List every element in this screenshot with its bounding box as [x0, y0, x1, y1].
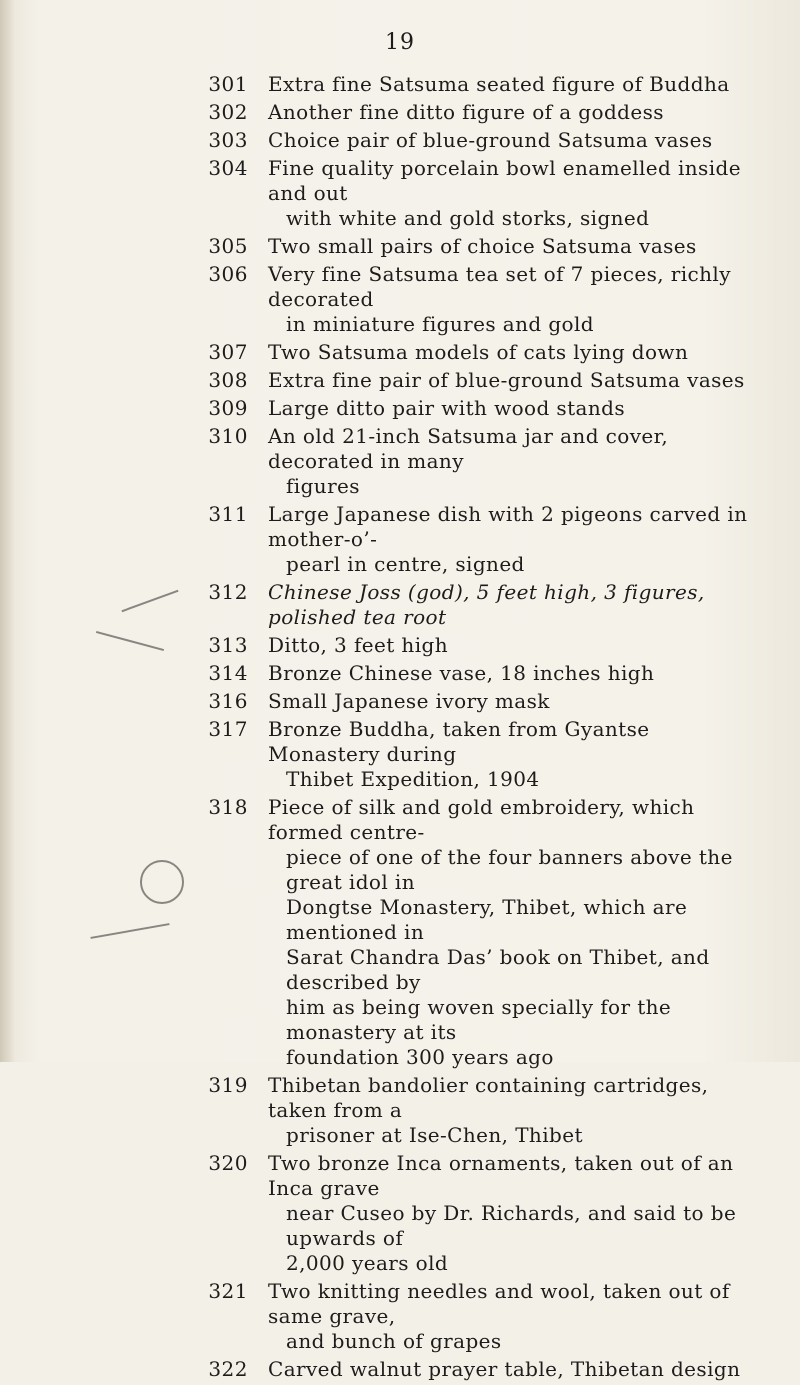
lot-entry — [0, 689, 800, 714]
lot-description-line: Piece of silk and gold embroidery, which formed centre- — [268, 795, 695, 844]
lot-number: 320 — [208, 1151, 248, 1175]
lot-entry — [0, 262, 800, 337]
lot-description-line: An old 21-inch Satsuma jar and cover, decorated in many — [268, 424, 669, 473]
lot-description — [268, 1279, 768, 1354]
lot-number: 303 — [208, 128, 248, 152]
lot-description-line: piece of one of the four banners above the great idol in — [286, 845, 733, 894]
lot-description — [268, 1357, 768, 1382]
lot-description — [268, 689, 768, 714]
lot-description-line: Two small pairs of choice Satsuma vases — [268, 234, 697, 258]
lot-description-line: in miniature figures and gold — [286, 312, 594, 336]
lot-description — [268, 396, 768, 421]
lot-number: 308 — [208, 368, 248, 392]
lot-description — [268, 424, 768, 499]
lot-description-line: figures — [286, 474, 360, 498]
lot-description — [268, 1151, 768, 1276]
lot-description-line: Two Satsuma models of cats lying down — [268, 340, 689, 364]
lot-description-line: Sarat Chandra Das’ book on Thibet, and described by — [286, 945, 710, 994]
lot-description-line: Carved walnut prayer table, Thibetan design — [268, 1357, 741, 1381]
lot-entry — [0, 396, 800, 421]
lot-number: 312 — [208, 580, 248, 604]
lot-entry — [0, 717, 800, 792]
lot-description — [268, 368, 768, 393]
lot-description-line: him as being woven specially for the monastery at its — [286, 995, 672, 1044]
lot-entry — [0, 72, 800, 97]
lot-description-line: Extra fine pair of blue-ground Satsuma vases — [268, 368, 745, 392]
lot-description-line: prisoner at Ise-Chen, Thibet — [286, 1123, 583, 1147]
lot-description — [268, 1073, 768, 1148]
lot-entry — [0, 156, 800, 231]
lot-description-line: Large Japanese dish with 2 pigeons carved in mother-o’- — [268, 502, 748, 551]
lot-number: 301 — [208, 72, 248, 96]
lot-description — [268, 340, 768, 365]
lot-entry — [0, 502, 800, 577]
lot-description-line: with white and gold storks, signed — [286, 206, 650, 230]
lot-description — [268, 100, 768, 125]
lot-description-line: Another fine ditto figure of a goddess — [268, 100, 664, 124]
lot-description-line: pearl in centre, signed — [286, 552, 525, 576]
lot-description — [268, 717, 768, 792]
lot-description-line: Thibetan bandolier containing cartridges, taken from a — [268, 1073, 709, 1122]
lot-description-line: Bronze Chinese vase, 18 inches high — [268, 661, 655, 685]
lot-entry — [0, 1357, 800, 1382]
lot-description-line: and bunch of grapes — [286, 1329, 502, 1353]
lot-description — [268, 795, 768, 1070]
lot-description-line: Fine quality porcelain bowl enamelled inside and out — [268, 156, 741, 205]
lot-description — [268, 580, 768, 630]
lot-number: 307 — [208, 340, 248, 364]
lot-entry — [0, 1279, 800, 1354]
lot-description-line: Ditto, 3 feet high — [268, 633, 448, 657]
lot-description-line: foundation 300 years ago — [286, 1045, 554, 1069]
lot-description-line: Bronze Buddha, taken from Gyantse Monastery during — [268, 717, 650, 766]
lot-description-line: near Cuseo by Dr. Richards, and said to be upwards of — [286, 1201, 737, 1250]
lot-description — [268, 502, 768, 577]
lot-number: 316 — [208, 689, 248, 713]
lot-description-line: Choice pair of blue-ground Satsuma vases — [268, 128, 713, 152]
lot-number: 318 — [208, 795, 248, 819]
pencil-mark — [140, 860, 184, 904]
lot-description-line: Dongtse Monastery, Thibet, which are mentioned in — [286, 895, 688, 944]
lot-number: 304 — [208, 156, 248, 180]
lot-description-line: 2,000 years old — [286, 1251, 449, 1275]
lot-description-line: Two bronze Inca ornaments, taken out of an Inca grave — [268, 1151, 734, 1200]
lot-entry — [0, 661, 800, 686]
lot-entry — [0, 100, 800, 125]
lot-number: 317 — [208, 717, 248, 741]
lot-description — [268, 128, 768, 153]
lot-number: 309 — [208, 396, 248, 420]
lot-description — [268, 156, 768, 231]
lot-entry — [0, 234, 800, 259]
lot-number: 305 — [208, 234, 248, 258]
lot-description-line: Extra fine Satsuma seated figure of Buddha — [268, 72, 730, 96]
lot-description-line: Chinese Joss (god), 5 feet high, 3 figures, polished tea root — [268, 580, 705, 629]
lot-entry — [0, 368, 800, 393]
lot-description-line: Small Japanese ivory mask — [268, 689, 550, 713]
lot-description — [268, 661, 768, 686]
lot-number: 319 — [208, 1073, 248, 1097]
lot-description-line: Two knitting needles and wool, taken out of same grave, — [268, 1279, 730, 1328]
lot-description — [268, 633, 768, 658]
lot-number: 310 — [208, 424, 248, 448]
lot-entry — [0, 424, 800, 499]
lot-number: 306 — [208, 262, 248, 286]
lot-entry — [0, 1151, 800, 1276]
lot-description — [268, 72, 768, 97]
lot-description-line: Thibet Expedition, 1904 — [286, 767, 540, 791]
lot-list — [0, 72, 800, 1385]
lot-entry — [0, 580, 800, 630]
lot-description — [268, 234, 768, 259]
lot-description-line: Very fine Satsuma tea set of 7 pieces, richly decorated — [268, 262, 731, 311]
lot-description-line: Large ditto pair with wood stands — [268, 396, 625, 420]
lot-number: 313 — [208, 633, 248, 657]
lot-description — [268, 262, 768, 337]
lot-number: 322 — [208, 1357, 248, 1381]
lot-number: 314 — [208, 661, 248, 685]
lot-entry — [0, 1073, 800, 1148]
lot-number: 311 — [208, 502, 248, 526]
lot-entry — [0, 340, 800, 365]
lot-number: 321 — [208, 1279, 248, 1303]
lot-number: 302 — [208, 100, 248, 124]
page-number: 19 — [385, 30, 415, 55]
lot-entry — [0, 128, 800, 153]
